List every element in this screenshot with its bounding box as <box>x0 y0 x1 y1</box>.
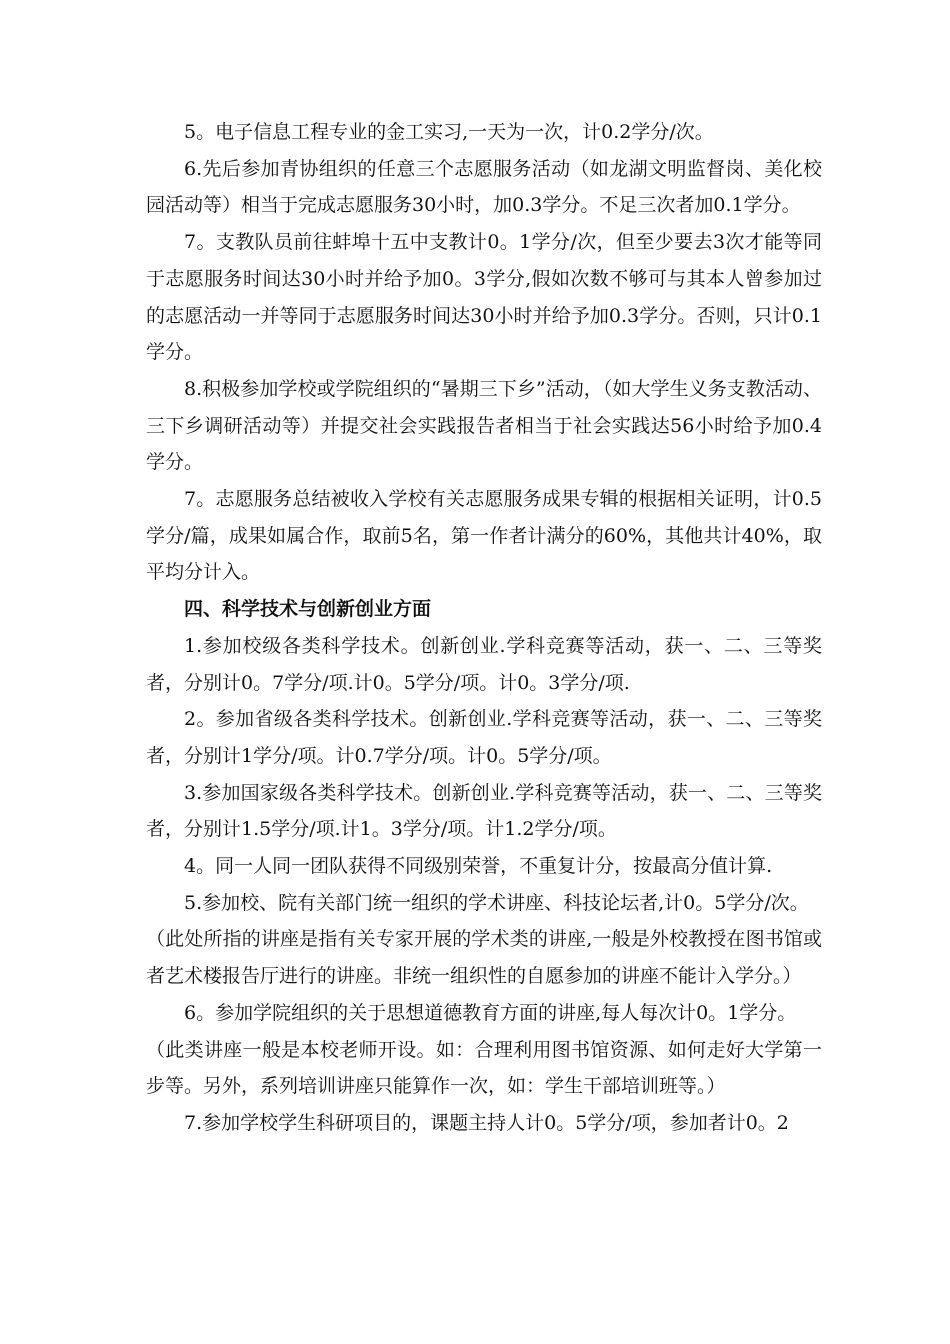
paragraph-8-summer: 8.积极参加学校或学院组织的“暑期三下乡”活动，（如大学生义务支教活动、三下乡调研活动等）并提交社会实践报告者相当于社会实践达56小时给予加0.4学分。 <box>146 377 822 474</box>
paragraph-7-research: 7.参加学校学生科研项目的，课题主持人计0。5学分/项，参加者计0。2 <box>184 1111 789 1134</box>
section-heading-science: 四、科学技术与创新创业方面 <box>184 598 432 621</box>
paragraph-4-no-duplicate: 4。同一人同一团队获得不同级别荣誉，不重复计分，按最高分值计算. <box>184 855 773 878</box>
paragraph-2-province-level: 2。参加省级各类科学技术。创新创业.学科竞赛等活动，获一、二、三等奖者，分别计1学分/项。计0.7学分/项。计0。5学分/项。 <box>146 708 822 767</box>
paragraph-3-national-level: 3.参加国家级各类科学技术。创新创业.学科竞赛等活动，获一、二、三等奖者，分别计1.5学分/项.计1。3学分/项。计1.2学分/项。 <box>146 781 822 841</box>
paragraph-6-volunteer: 6.先后参加青协组织的任意三个志愿服务活动（如龙湖文明监督岗、美化校园活动等）相当于完成志愿服务30小时，加0.3学分。不足三次者加0.1学分。 <box>146 157 822 217</box>
paragraph-1-school-level: 1.参加校级各类科学技术。创新创业.学科竞赛等活动，获一、二、三等奖者，分别计0。7学分/项.计0。5学分/项。计0。3学分/项. <box>146 634 822 694</box>
paragraph-moral-note: （此类讲座一般是本校老师开设。如：合理利用图书馆资源、如何走好大学第一步等。另外，系列培训讲座只能算作一次，如：学生干部培训班等。） <box>146 1038 822 1098</box>
paragraph-5-lectures: 5.参加校、院有关部门统一组织的学术讲座、科技论坛者,计0。5学分/次。 <box>184 891 809 914</box>
paragraph-7-teaching: 7。支教队员前往蚌埠十五中支教计0。1学分/次，但至少要去3次才能等同于志愿服务时间达30小时并给予加0。3学分,假如次数不够可与其本人曾参加过的志愿活动一并等同于志愿服务时间达30小时并给予加0.3学分。否则，只计0.1学分。 <box>146 231 822 364</box>
paragraph-6-moral-lectures: 6。参加学院组织的关于思想道德教育方面的讲座,每人每次计0。1学分。 <box>184 1001 797 1024</box>
paragraph-lectures-note: （此处所指的讲座是指有关专家开展的学术类的讲座,一般是外校教授在图书馆或者艺术楼报告厅进行的讲座。非统一组织性的自愿参加的讲座不能计入学分。） <box>146 928 822 988</box>
document-body <box>146 114 822 1142</box>
paragraph-7-summary: 7。志愿服务总结被收入学校有关志愿服务成果专辑的根据相关证明，计0.5学分/篇，成果如属合作，取前5名，第一作者计满分的60%，其他共计40%，取平均分计入。 <box>146 488 822 584</box>
paragraph-5-metalwork: 5。电子信息工程专业的金工实习,一天为一次，计0.2学分/次。 <box>184 121 714 143</box>
